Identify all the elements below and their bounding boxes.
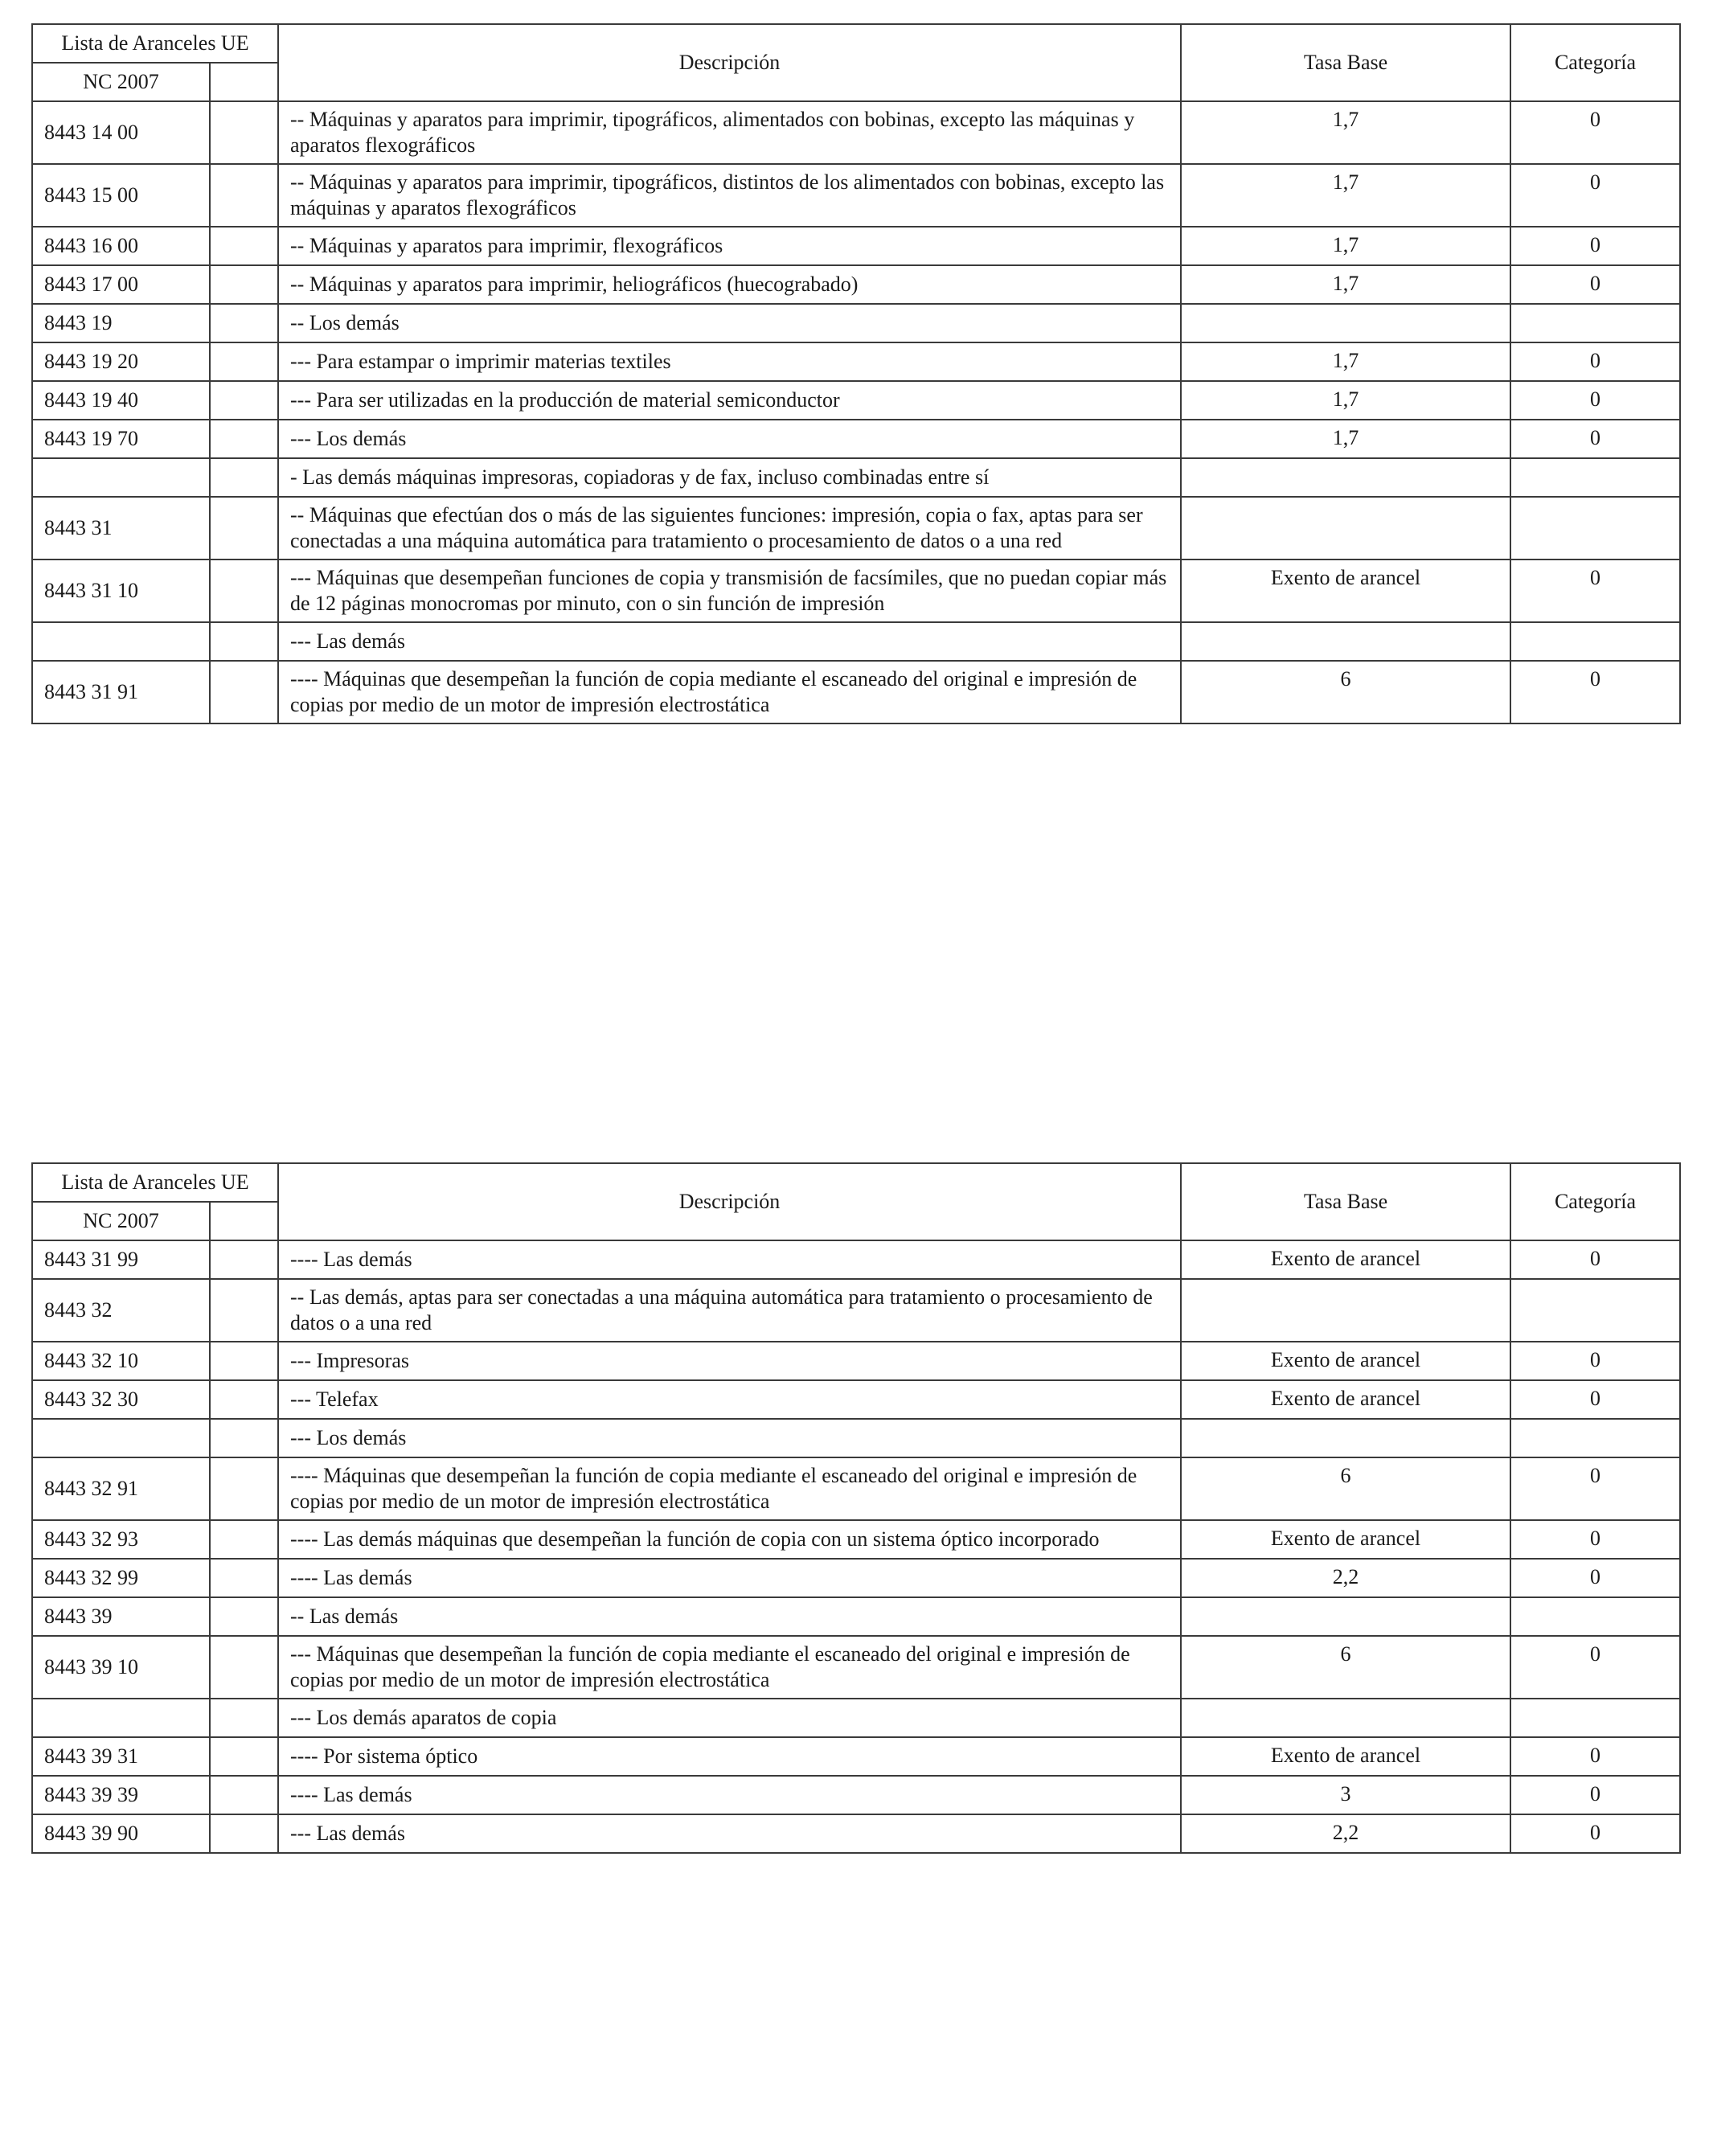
description-cell: --- Máquinas que desempeñan funciones de copia y transmisión de facsímiles, que no puedan copiar más de 12 páginas monocromas por minuto, con o sin función de impresión (278, 559, 1181, 622)
description-cell: -- Máquinas que efectúan dos o más de las siguientes funciones: impresión, copia o fax, aptas para ser conectadas a una máquina automática para tratamiento o procesamiento de datos o a una red (278, 497, 1181, 559)
table-row (32, 420, 1680, 458)
description-cell: ---- Las demás (278, 1559, 1181, 1597)
subcode-cell (210, 1342, 278, 1380)
subcode-cell (210, 381, 278, 420)
rate-cell: 2,2 (1181, 1814, 1510, 1853)
tariff-table-header (32, 1163, 1680, 1240)
table-row (32, 1457, 1680, 1520)
nc-sub-header (210, 1202, 278, 1240)
code-cell (32, 622, 210, 661)
code-cell: 8443 19 (32, 304, 210, 342)
table-row (32, 304, 1680, 342)
table-row (32, 1814, 1680, 1853)
list-header: Lista de Aranceles UE (32, 1163, 278, 1202)
category-cell: 0 (1510, 1457, 1680, 1520)
code-cell: 8443 32 (32, 1279, 210, 1342)
description-cell: --- Impresoras (278, 1342, 1181, 1380)
subcode-cell (210, 1814, 278, 1853)
description-cell: --- Los demás aparatos de copia (278, 1699, 1181, 1737)
description-cell: --- Para ser utilizadas en la producción de material semiconductor (278, 381, 1181, 420)
subcode-cell (210, 661, 278, 723)
description-cell: --- Máquinas que desempeñan la función de copia mediante el escaneado del original e impresión de copias por medio de un motor de impresión electrostática (278, 1636, 1181, 1699)
category-cell: 0 (1510, 1240, 1680, 1279)
table-row (32, 497, 1680, 559)
category-cell: 0 (1510, 1520, 1680, 1559)
rate-cell: 3 (1181, 1776, 1510, 1814)
rate-cell: 1,7 (1181, 420, 1510, 458)
subcode-cell (210, 1457, 278, 1520)
category-cell: 0 (1510, 101, 1680, 164)
description-cell: --- Los demás (278, 1419, 1181, 1457)
table-row (32, 164, 1680, 227)
category-header: Categoría (1510, 24, 1680, 101)
code-cell: 8443 32 30 (32, 1380, 210, 1419)
subcode-cell (210, 1380, 278, 1419)
code-cell: 8443 39 39 (32, 1776, 210, 1814)
tariff-table-2 (31, 1162, 1681, 1854)
description-cell: ---- Por sistema óptico (278, 1737, 1181, 1776)
table-row (32, 101, 1680, 164)
code-cell: 8443 19 40 (32, 381, 210, 420)
code-cell: 8443 32 93 (32, 1520, 210, 1559)
subcode-cell (210, 1597, 278, 1636)
description-cell: --- Para estampar o imprimir materias textiles (278, 342, 1181, 381)
tariff-table-header (32, 24, 1680, 101)
rate-cell: 6 (1181, 661, 1510, 723)
table-row (32, 1279, 1680, 1342)
list-header: Lista de Aranceles UE (32, 24, 278, 63)
subcode-cell (210, 458, 278, 497)
rate-cell: 1,7 (1181, 381, 1510, 420)
tariff-table-1 (31, 23, 1681, 724)
rate-cell (1181, 1419, 1510, 1457)
subcode-cell (210, 1419, 278, 1457)
rate-cell: 1,7 (1181, 227, 1510, 265)
subcode-cell (210, 1520, 278, 1559)
rate-cell: 1,7 (1181, 101, 1510, 164)
table-row (32, 1699, 1680, 1737)
code-cell: 8443 19 20 (32, 342, 210, 381)
category-cell: 0 (1510, 661, 1680, 723)
description-cell: --- Las demás (278, 1814, 1181, 1853)
category-cell: 0 (1510, 164, 1680, 227)
code-cell: 8443 16 00 (32, 227, 210, 265)
rate-cell: Exento de arancel (1181, 1737, 1510, 1776)
category-cell: 0 (1510, 420, 1680, 458)
subcode-cell (210, 1776, 278, 1814)
table-row (32, 1559, 1680, 1597)
code-cell: 8443 19 70 (32, 420, 210, 458)
code-cell (32, 458, 210, 497)
table-row (32, 1520, 1680, 1559)
code-cell: 8443 31 (32, 497, 210, 559)
table-row (32, 1597, 1680, 1636)
nc-header: NC 2007 (32, 63, 210, 101)
rate-cell: 6 (1181, 1636, 1510, 1699)
table-row (32, 227, 1680, 265)
code-cell: 8443 31 91 (32, 661, 210, 723)
subcode-cell (210, 559, 278, 622)
description-cell: --- Las demás (278, 622, 1181, 661)
nc-sub-header (210, 63, 278, 101)
rate-cell: Exento de arancel (1181, 1240, 1510, 1279)
subcode-cell (210, 101, 278, 164)
subcode-cell (210, 1559, 278, 1597)
category-cell (1510, 622, 1680, 661)
code-cell: 8443 32 99 (32, 1559, 210, 1597)
code-cell (32, 1419, 210, 1457)
category-cell: 0 (1510, 1776, 1680, 1814)
category-cell (1510, 497, 1680, 559)
subcode-cell (210, 622, 278, 661)
description-cell: ---- Máquinas que desempeñan la función de copia mediante el escaneado del original e impresión de copias por medio de un motor de impresión electrostática (278, 661, 1181, 723)
rate-cell: 6 (1181, 1457, 1510, 1520)
category-cell (1510, 1419, 1680, 1457)
rate-cell (1181, 622, 1510, 661)
code-cell: 8443 32 91 (32, 1457, 210, 1520)
table-row (32, 1240, 1680, 1279)
code-cell: 8443 39 10 (32, 1636, 210, 1699)
category-cell: 0 (1510, 1636, 1680, 1699)
table-row (32, 1342, 1680, 1380)
rate-cell (1181, 1699, 1510, 1737)
code-cell: 8443 31 99 (32, 1240, 210, 1279)
code-cell: 8443 15 00 (32, 164, 210, 227)
table-row (32, 1776, 1680, 1814)
table-row (32, 265, 1680, 304)
subcode-cell (210, 1737, 278, 1776)
category-cell: 0 (1510, 1737, 1680, 1776)
subcode-cell (210, 1636, 278, 1699)
category-cell: 0 (1510, 342, 1680, 381)
subcode-cell (210, 164, 278, 227)
code-cell: 8443 31 10 (32, 559, 210, 622)
rate-cell (1181, 497, 1510, 559)
description-cell: ---- Las demás (278, 1240, 1181, 1279)
category-cell (1510, 304, 1680, 342)
category-cell: 0 (1510, 559, 1680, 622)
description-cell: -- Los demás (278, 304, 1181, 342)
code-cell: 8443 39 (32, 1597, 210, 1636)
table-row (32, 381, 1680, 420)
description-cell: -- Máquinas y aparatos para imprimir, flexográficos (278, 227, 1181, 265)
subcode-cell (210, 342, 278, 381)
category-cell (1510, 458, 1680, 497)
category-cell (1510, 1597, 1680, 1636)
table-row (32, 1737, 1680, 1776)
description-cell: ---- Máquinas que desempeñan la función de copia mediante el escaneado del original e impresión de copias por medio de un motor de impresión electrostática (278, 1457, 1181, 1520)
rate-cell: Exento de arancel (1181, 1342, 1510, 1380)
subcode-cell (210, 265, 278, 304)
description-cell: --- Telefax (278, 1380, 1181, 1419)
nc-header: NC 2007 (32, 1202, 210, 1240)
rate-cell (1181, 1597, 1510, 1636)
description-header: Descripción (278, 1163, 1181, 1240)
subcode-cell (210, 420, 278, 458)
subcode-cell (210, 227, 278, 265)
description-cell: ---- Las demás máquinas que desempeñan la función de copia con un sistema óptico incorporado (278, 1520, 1181, 1559)
rate-cell: 1,7 (1181, 342, 1510, 381)
subcode-cell (210, 1240, 278, 1279)
rate-cell (1181, 1279, 1510, 1342)
rate-cell: Exento de arancel (1181, 1520, 1510, 1559)
rate-header: Tasa Base (1181, 24, 1510, 101)
description-cell: - Las demás máquinas impresoras, copiadoras y de fax, incluso combinadas entre sí (278, 458, 1181, 497)
subcode-cell (210, 497, 278, 559)
description-cell: ---- Las demás (278, 1776, 1181, 1814)
table-row (32, 1636, 1680, 1699)
description-cell: -- Máquinas y aparatos para imprimir, tipográficos, distintos de los alimentados con bobinas, excepto las máquinas y aparatos flexográficos (278, 164, 1181, 227)
description-header: Descripción (278, 24, 1181, 101)
subcode-cell (210, 304, 278, 342)
table-row (32, 1380, 1680, 1419)
rate-header: Tasa Base (1181, 1163, 1510, 1240)
table-row (32, 458, 1680, 497)
table-row (32, 622, 1680, 661)
category-cell: 0 (1510, 265, 1680, 304)
tariff-table-body (32, 1240, 1680, 1853)
code-cell (32, 1699, 210, 1737)
description-cell: --- Los demás (278, 420, 1181, 458)
category-cell (1510, 1699, 1680, 1737)
table-row (32, 1419, 1680, 1457)
table-row (32, 342, 1680, 381)
category-cell: 0 (1510, 1380, 1680, 1419)
code-cell: 8443 17 00 (32, 265, 210, 304)
code-cell: 8443 14 00 (32, 101, 210, 164)
description-cell: -- Las demás, aptas para ser conectadas a una máquina automática para tratamiento o procesamiento de datos o a una red (278, 1279, 1181, 1342)
code-cell: 8443 39 90 (32, 1814, 210, 1853)
description-cell: -- Las demás (278, 1597, 1181, 1636)
category-cell: 0 (1510, 1814, 1680, 1853)
description-cell: -- Máquinas y aparatos para imprimir, tipográficos, alimentados con bobinas, excepto las máquinas y aparatos flexográficos (278, 101, 1181, 164)
rate-cell: 1,7 (1181, 164, 1510, 227)
subcode-cell (210, 1699, 278, 1737)
rate-cell (1181, 304, 1510, 342)
category-header: Categoría (1510, 1163, 1680, 1240)
category-cell: 0 (1510, 1342, 1680, 1380)
rate-cell: 1,7 (1181, 265, 1510, 304)
tariff-table-body (32, 101, 1680, 723)
code-cell: 8443 32 10 (32, 1342, 210, 1380)
subcode-cell (210, 1279, 278, 1342)
table-row (32, 661, 1680, 723)
table-row (32, 559, 1680, 622)
category-cell (1510, 1279, 1680, 1342)
category-cell: 0 (1510, 227, 1680, 265)
code-cell: 8443 39 31 (32, 1737, 210, 1776)
category-cell: 0 (1510, 381, 1680, 420)
category-cell: 0 (1510, 1559, 1680, 1597)
rate-cell: Exento de arancel (1181, 1380, 1510, 1419)
rate-cell: 2,2 (1181, 1559, 1510, 1597)
rate-cell (1181, 458, 1510, 497)
rate-cell: Exento de arancel (1181, 559, 1510, 622)
description-cell: -- Máquinas y aparatos para imprimir, heliográficos (huecograbado) (278, 265, 1181, 304)
